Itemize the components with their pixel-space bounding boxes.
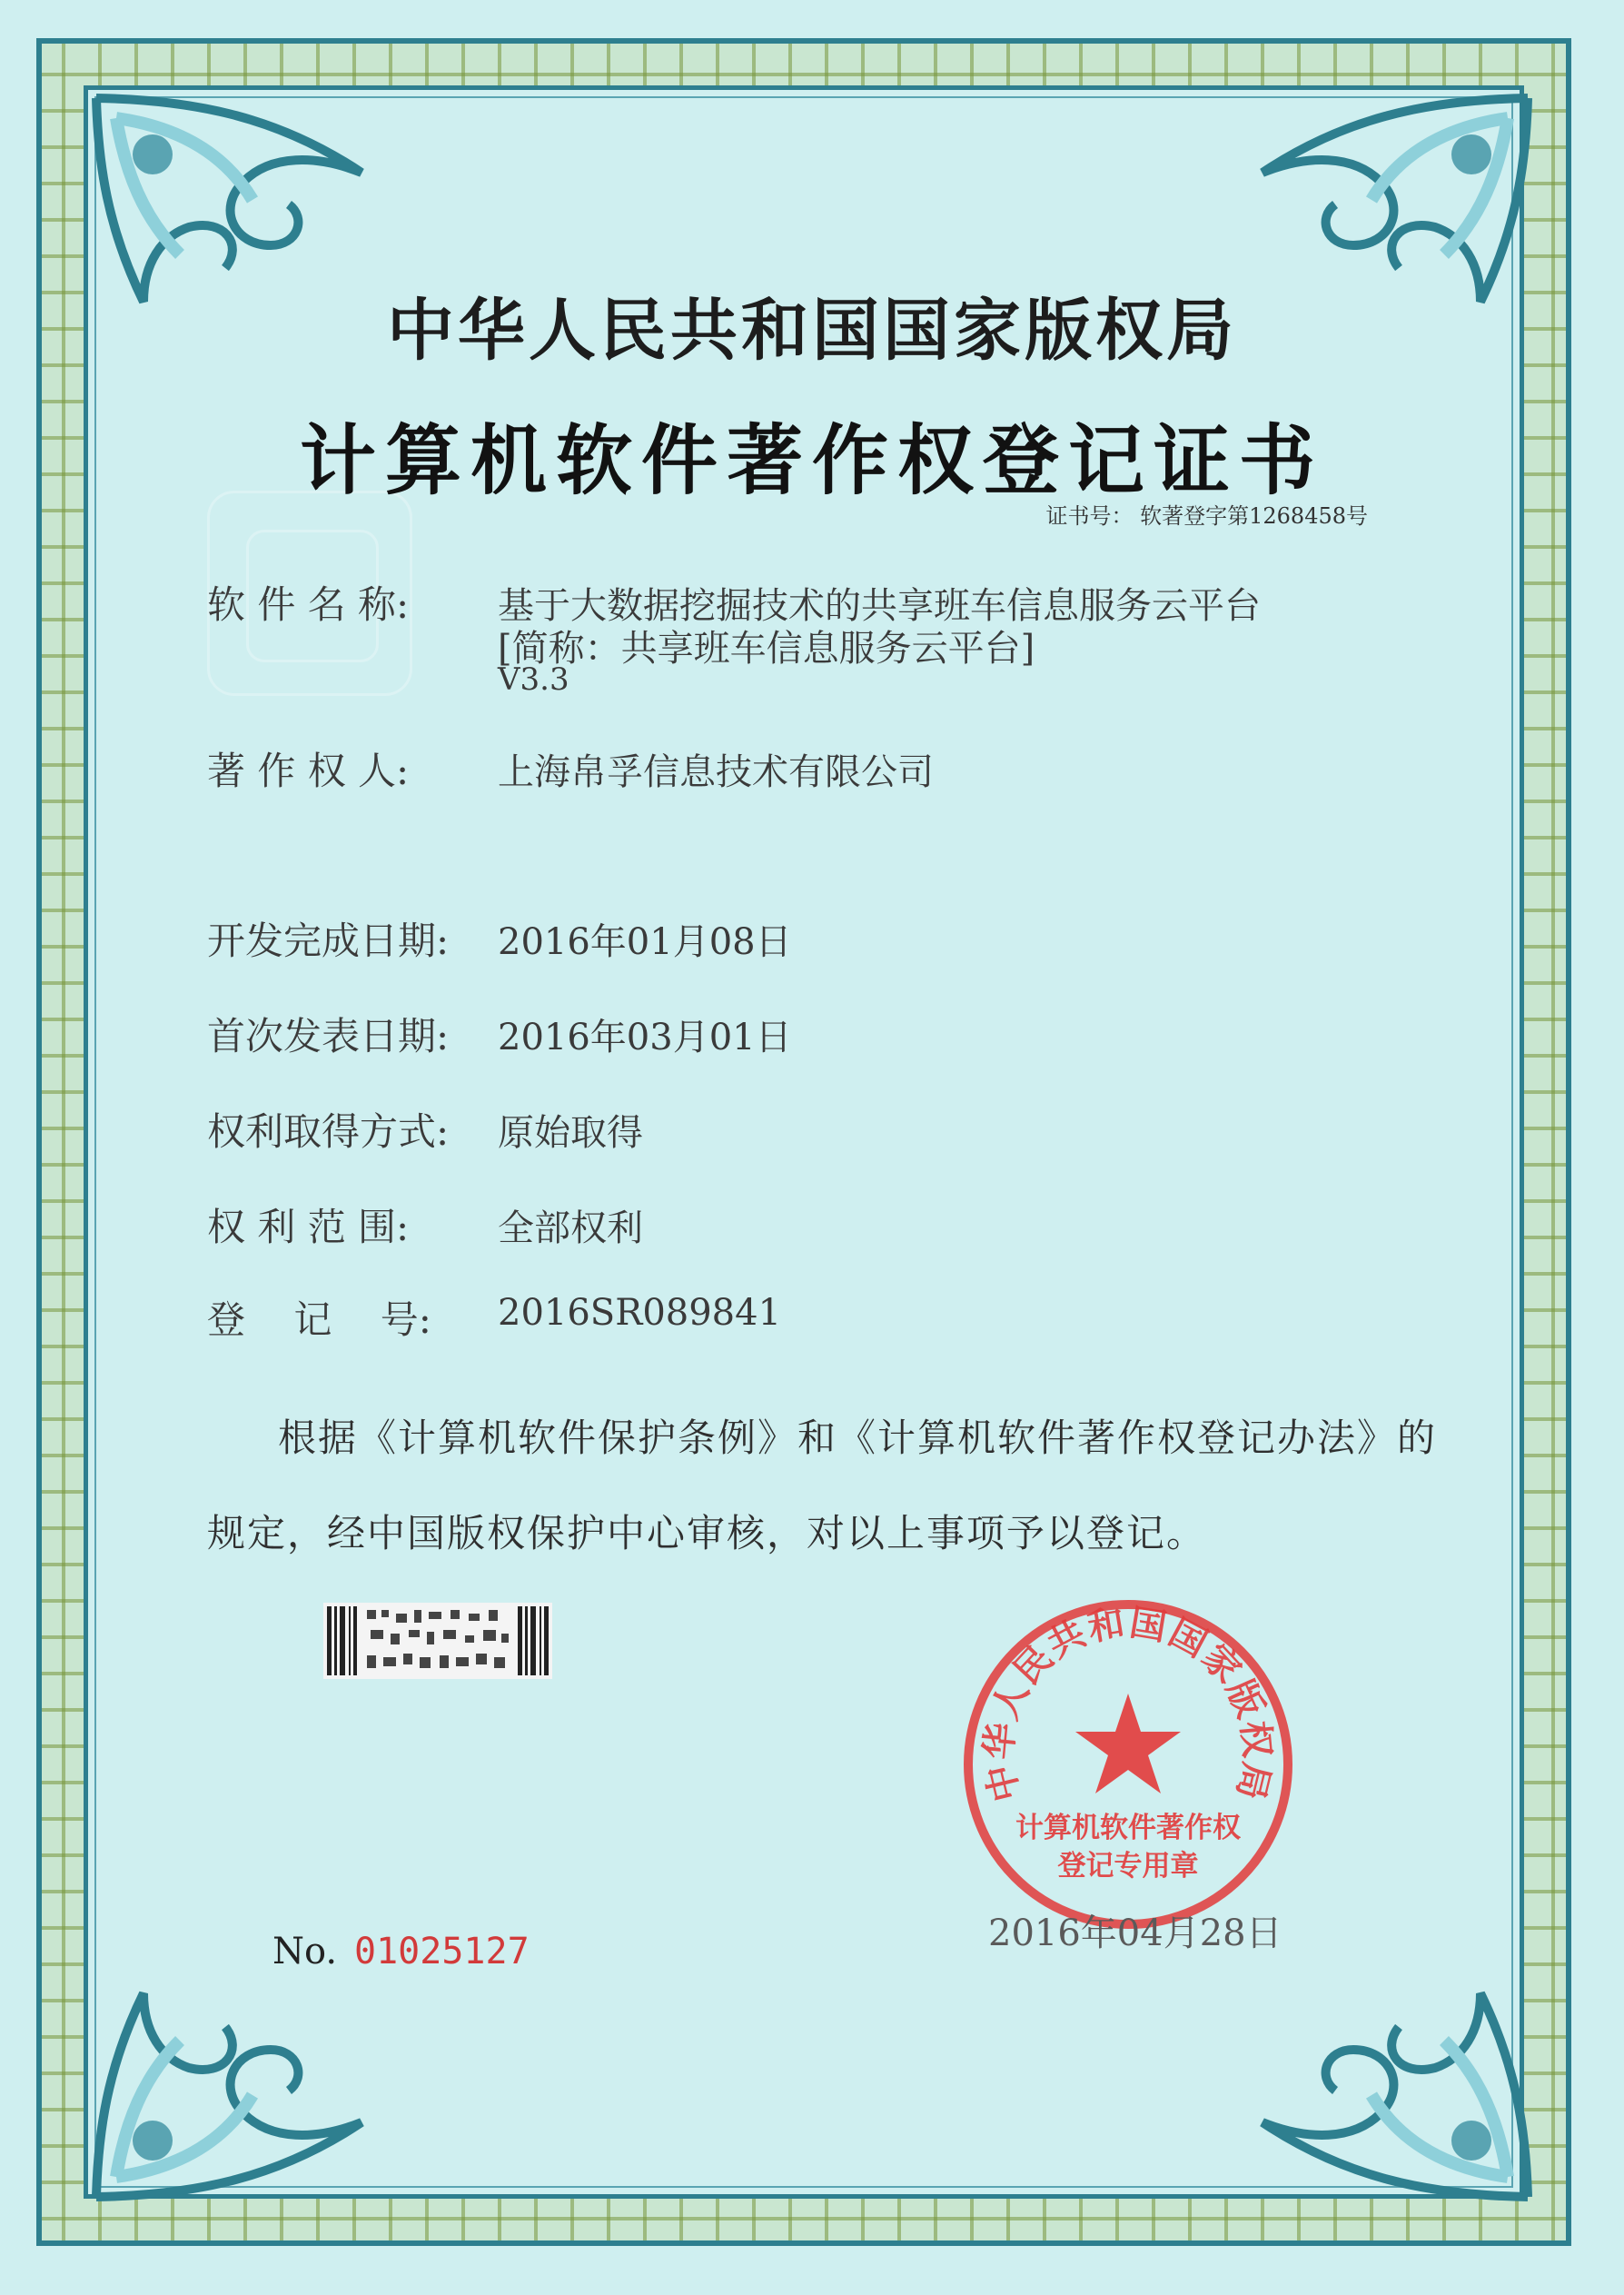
rights-scope-label: 权 利 范 围:	[207, 1205, 410, 1249]
serial-number-label: No.	[272, 1931, 338, 1972]
software-name-label: 软 件 名 称:	[207, 582, 410, 627]
corner-scroll-ornament	[89, 91, 389, 309]
certificate-number: 证书号： 软著登字第1268458号	[1045, 503, 1368, 529]
rights-acquisition-label: 权利取得方式:	[207, 1109, 450, 1154]
rights-acquisition-value: 原始取得	[498, 1112, 643, 1154]
seal-inner-line-1: 计算机软件著作权	[1015, 1812, 1241, 1843]
corner-scroll-ornament	[89, 1986, 389, 2204]
statement-line-2: 规定，经中国版权保护中心审核，对以上事项予以登记。	[207, 1511, 1207, 1555]
official-seal	[956, 1592, 1301, 1937]
seal-inner-line-2: 登记专用章	[1057, 1850, 1199, 1882]
certificate-title: 计算机软件著作权登记证书	[299, 415, 1324, 505]
registration-number-value: 2016SR089841	[498, 1292, 782, 1334]
copyright-owner-value: 上海帛孚信息技术有限公司	[498, 751, 934, 793]
seal-ring-text: 中华人民共和国国家版权局	[978, 1603, 1278, 1805]
first-publish-date-label: 首次发表日期:	[207, 1014, 450, 1058]
rights-scope-value: 全部权利	[498, 1207, 643, 1249]
star-icon	[1075, 1694, 1181, 1793]
dev-complete-date-label: 开发完成日期:	[207, 919, 450, 963]
dev-complete-date-value: 2016年01月08日	[498, 921, 792, 963]
software-name-value: 基于大数据挖掘技术的共享班车信息服务云平台	[498, 585, 1261, 627]
issue-date: 2016年04月28日	[988, 1912, 1282, 1954]
corner-scroll-ornament	[1235, 91, 1535, 309]
registration-number-label: 登 记 号:	[207, 1297, 431, 1342]
statement-line-1: 根据《计算机软件保护条例》和《计算机软件著作权登记办法》的	[278, 1416, 1438, 1460]
corner-scroll-ornament	[1235, 1986, 1535, 2204]
copyright-owner-label: 著 作 权 人:	[207, 749, 410, 793]
software-version: V3.3	[498, 661, 569, 698]
issuer-title: 中华人民共和国国家版权局	[387, 292, 1237, 370]
software-short-name: [简称：共享班车信息服务云平台]	[498, 628, 1035, 670]
barcode	[323, 1603, 552, 1679]
first-publish-date-value: 2016年03月01日	[498, 1017, 792, 1058]
serial-number-value: 01025127	[354, 1931, 530, 1972]
